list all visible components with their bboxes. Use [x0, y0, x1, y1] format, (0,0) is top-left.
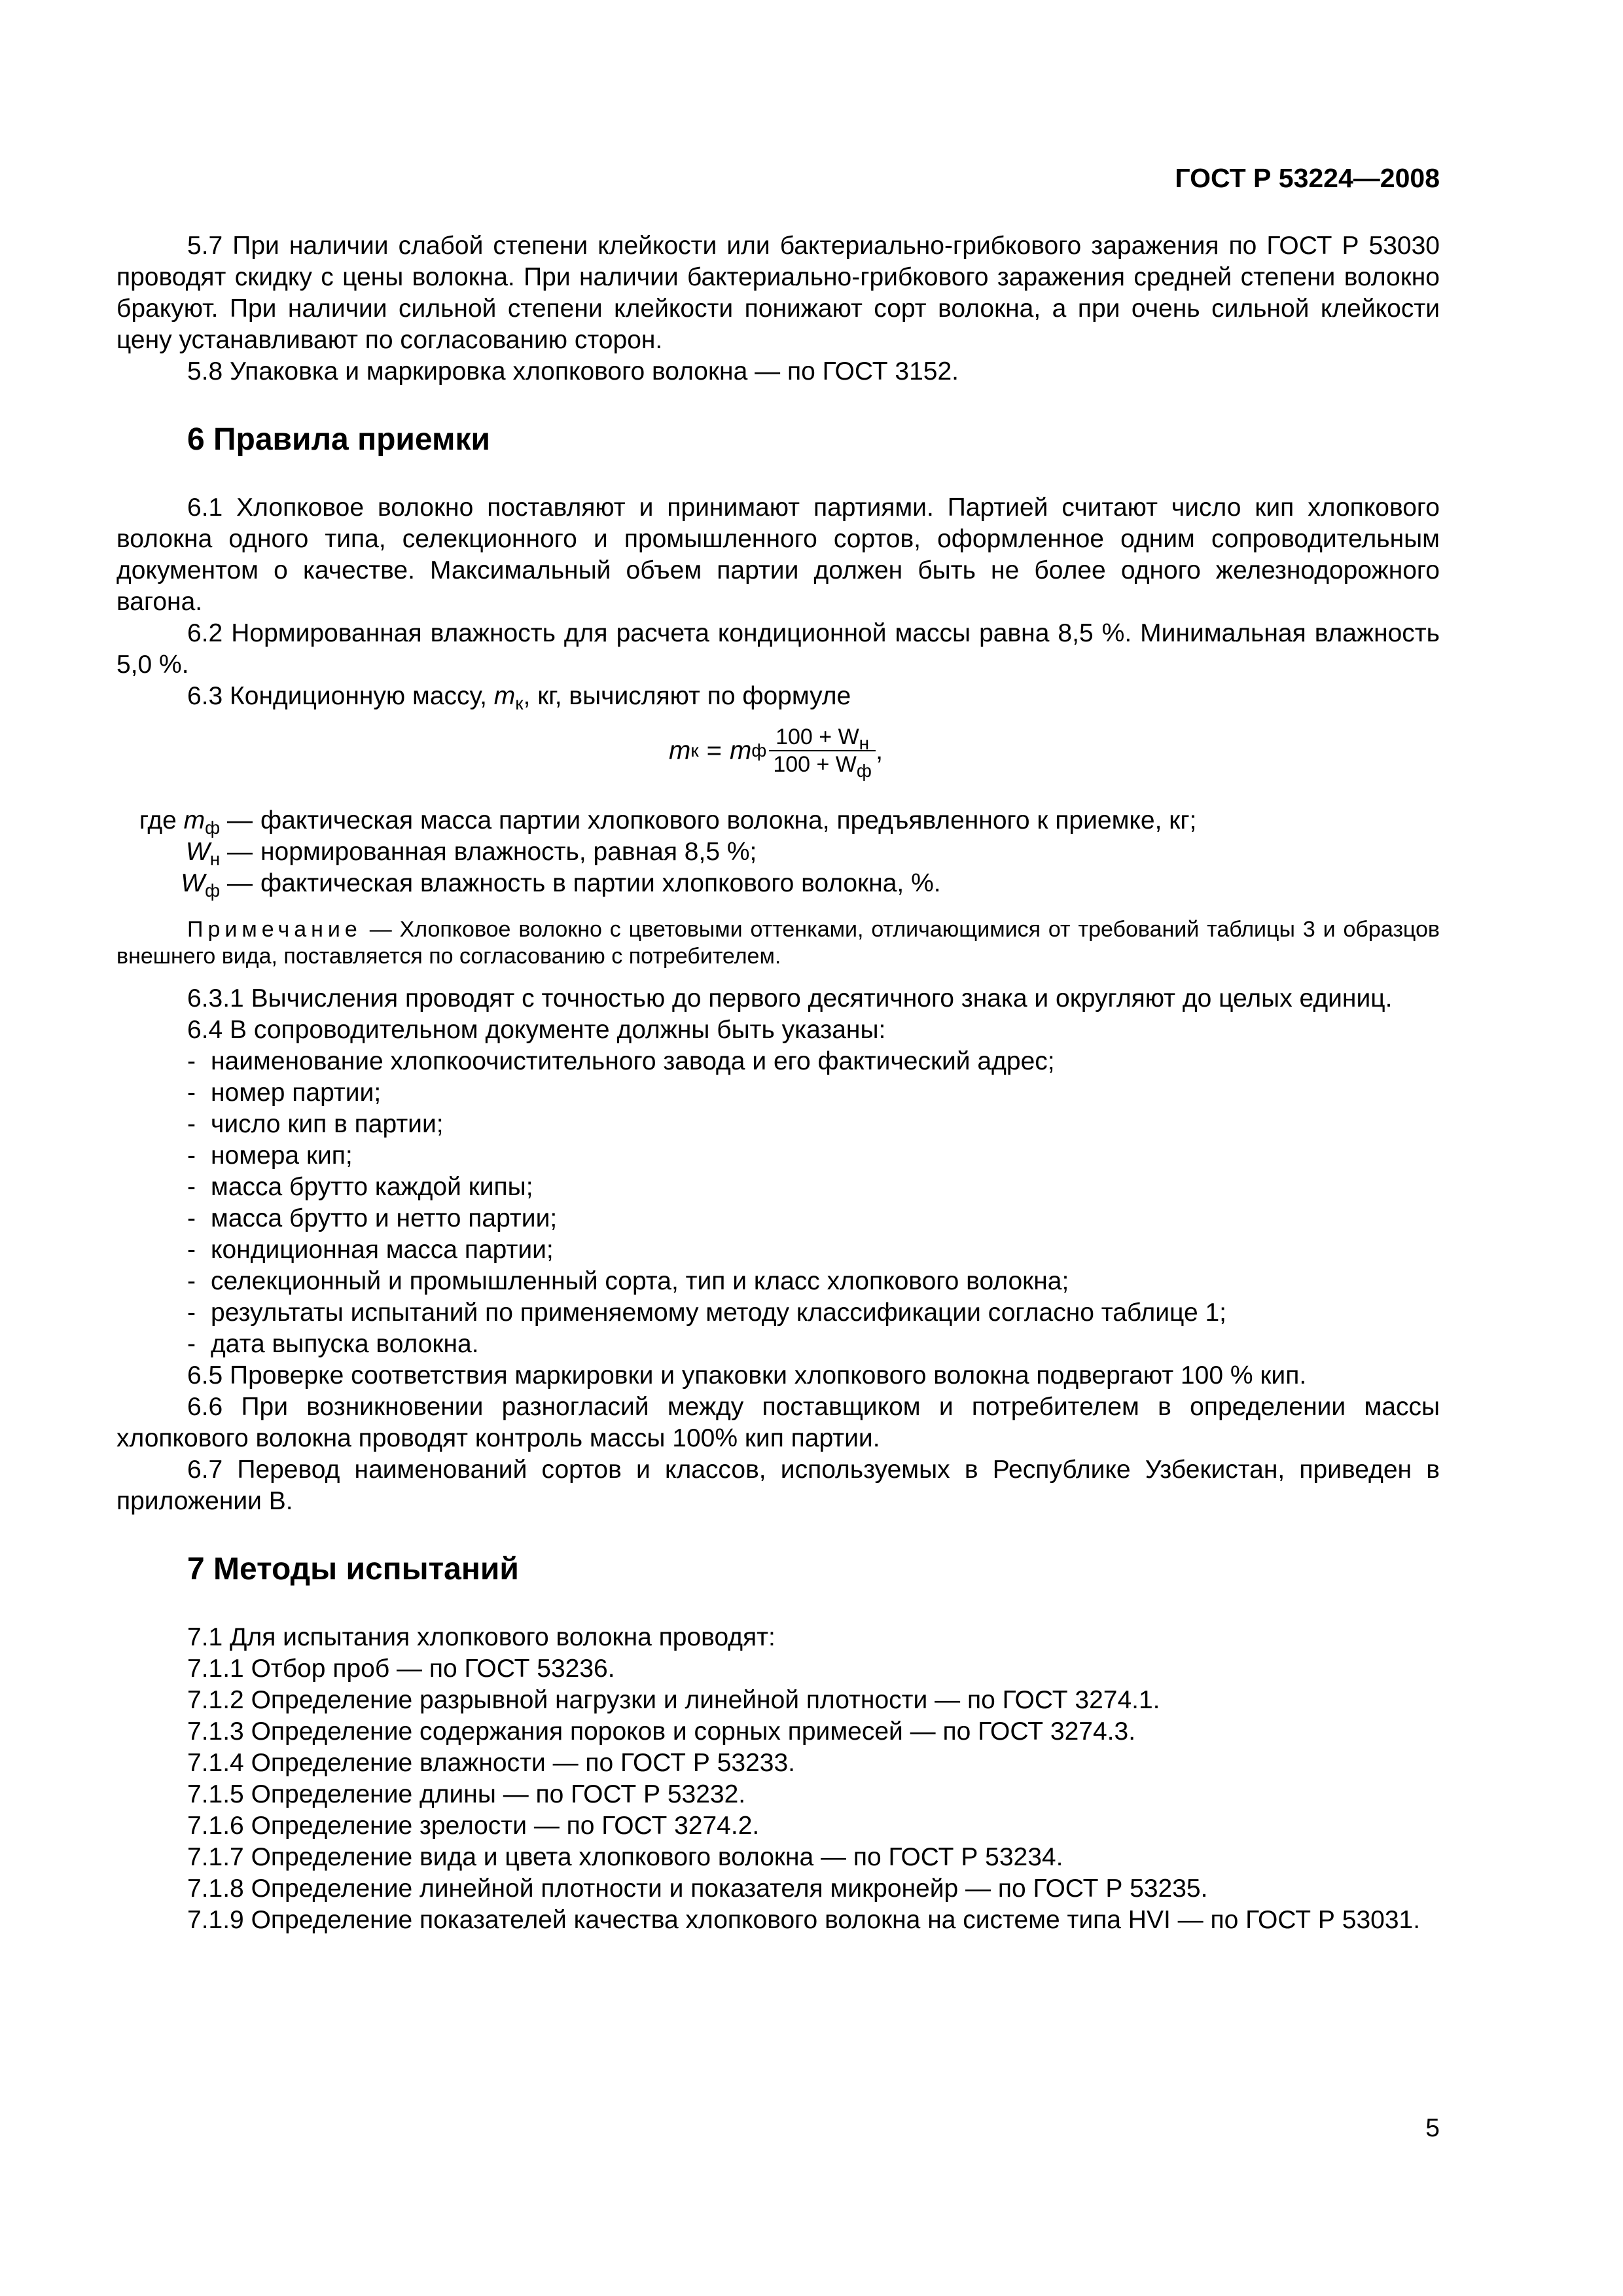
list-item: - кондиционная масса партии; [116, 1234, 1440, 1266]
legend-symbol: $W_ф$ — [181, 869, 253, 901]
paragraph-7-1-6: 7.1.6 Определение зрелости — по ГОСТ 3274.2. [187, 1812, 760, 1840]
paragraph-6-4: 6.4 В сопроводительном документе должны быть указаны: [187, 1016, 886, 1044]
formula-fraction: $\frac{100 + W_н}{100 + W_ф}$ [769, 724, 876, 778]
legend-symbol: где $m_ф$ — [139, 806, 253, 838]
paragraph-7-1-8: 7.1.8 Определение линейной плотности и показателя микронейр — по ГОСТ Р 53235. [187, 1874, 1208, 1903]
list-item: - наименование хлопкоочистительного завода и его фактический адрес; [116, 1046, 1440, 1077]
legend-symbol: $W_н$ — [185, 838, 253, 869]
document-contents-list [116, 1046, 1440, 1360]
list-item: - масса брутто каждой кипы; [116, 1172, 1440, 1203]
legend-text: фактическая масса партии хлопкового волокна, предъявленного к приемке, кг; [260, 806, 1197, 834]
list-item: - селекционный и промышленный сорта, тип и класс хлопкового волокна; [116, 1266, 1440, 1297]
page-number: 5 [1425, 2114, 1440, 2142]
legend-text: нормированная влажность, равная 8,5 %; [260, 838, 757, 866]
paragraph-6-6: 6.6 При возникновении разногласий между поставщиком и потребителем в определении массы хлопкового волокна проводят контроль массы 100% кип партии. [116, 1393, 1440, 1452]
paragraph-7-1-5: 7.1.5 Определение длины — по ГОСТ Р 53232. [187, 1780, 746, 1808]
section-6-title: 6 Правила приемки [187, 422, 491, 457]
page-body [116, 230, 1440, 1936]
list-item: - число кип в партии; [116, 1109, 1440, 1140]
paragraph-7-1: 7.1 Для испытания хлопкового волокна проводят: [187, 1623, 776, 1651]
note-label: Примечание [187, 917, 362, 942]
standard-header: ГОСТ Р 53224—2008 [1175, 163, 1440, 193]
list-item: - результаты испытаний по применяемому методу классификации согласно таблице 1; [116, 1297, 1440, 1329]
paragraph-6-1: 6.1 Хлопковое волокно поставляют и принимают партиями. Партией считают число кип хлопкового волокна одного типа, селекционного и промышленного сортов, оформленное одним сопроводительным документом о качестве. Максимальный объем партии должен быть не более одного железнодорожного вагона. [116, 493, 1440, 616]
formula-legend [116, 805, 1440, 899]
paragraph-6-5: 6.5 Проверке соответствия маркировки и упаковки хлопкового волокна подвергают 100 % кип. [187, 1361, 1307, 1390]
paragraph-7-1-4: 7.1.4 Определение влажности — по ГОСТ Р 53233. [187, 1749, 795, 1777]
paragraph-7-1-2: 7.1.2 Определение разрывной нагрузки и линейной плотности — по ГОСТ 3274.1. [187, 1686, 1160, 1714]
note-text: — Хлопковое волокно с цветовыми оттенками, отличающимися от требований таблицы 3 и образцов внешнего вида, поставляется по согласованию с потребителем. [116, 917, 1440, 969]
list-item: - номера кип; [116, 1140, 1440, 1172]
list-item: - дата выпуска волокна. [116, 1329, 1440, 1360]
legend-text: фактическая влажность в партии хлопкового волокна, %. [260, 869, 941, 897]
paragraph-6-7: 6.7 Перевод наименований сортов и классов, используемых в Республике Узбекистан, приведен в приложении В. [116, 1456, 1440, 1515]
paragraph-7-1-7: 7.1.7 Определение вида и цвета хлопкового волокна — по ГОСТ Р 53234. [187, 1843, 1063, 1871]
list-item: - номер партии; [116, 1077, 1440, 1109]
paragraph-5-7: 5.7 При наличии слабой степени клейкости или бактериально-грибкового заражения по ГОСТ Р 53030 проводят скидку с цены волокна. При наличии бактериально-грибкового заражения средней степени волокно бракуют. При наличии сильной степени клейкости понижают сорт волокна, а при очень сильной клейкости цену устанавливают по согласованию сторон. [116, 232, 1440, 354]
paragraph-6-3: 6.3 Кондиционную массу, $m_к$, кг, вычисляют по формуле [187, 682, 851, 713]
section-7-title: 7 Методы испытаний [187, 1552, 519, 1587]
paragraph-7-1-9: 7.1.9 Определение показателей качества хлопкового волокна на системе типа HVI — по ГОСТ Р 53031. [187, 1906, 1421, 1934]
paragraph-6-2: 6.2 Нормированная влажность для расчета кондиционной массы равна 8,5 %. Минимальная влажность 5,0 %. [116, 619, 1440, 679]
paragraph-5-8: 5.8 Упаковка и маркировка хлопкового волокна — по ГОСТ 3152. [187, 357, 959, 386]
paragraph-6-3-1: 6.3.1 Вычисления проводят с точностью до первого десятичного знака и округляют до целых единиц. [187, 984, 1393, 1013]
conditioned-mass-formula: m к = m ф $\frac{100 + W_н}{100 + W_ф}$ , [669, 725, 883, 781]
note [116, 916, 1440, 970]
paragraph-7-1-3: 7.1.3 Определение содержания пороков и сорных примесей — по ГОСТ 3274.3. [187, 1717, 1136, 1746]
paragraph-7-1-1: 7.1.1 Отбор проб — по ГОСТ 53236. [187, 1655, 615, 1683]
list-item: - масса брутто и нетто партии; [116, 1203, 1440, 1234]
